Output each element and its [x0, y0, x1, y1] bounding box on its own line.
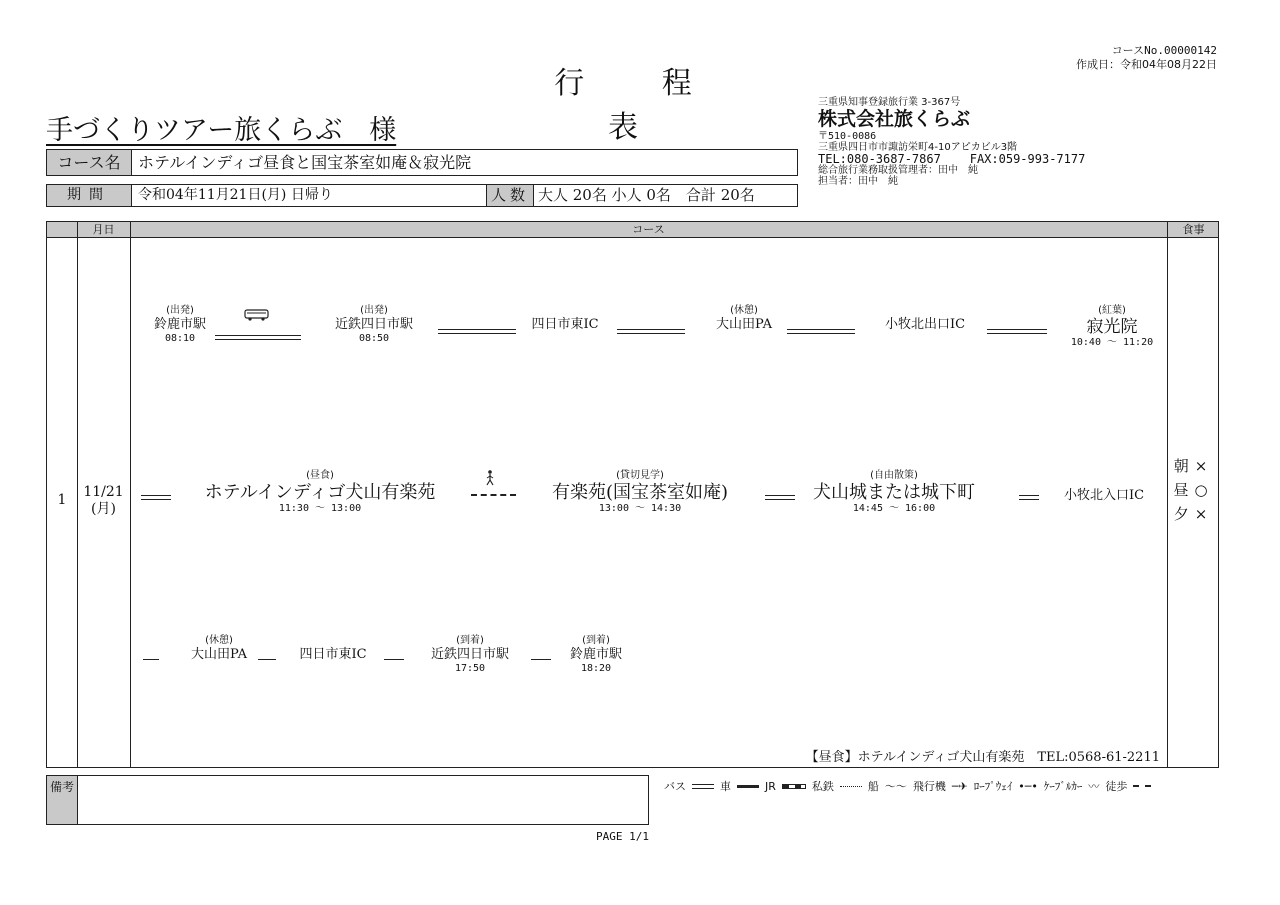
company-postal: 〒510-0086: [818, 131, 877, 142]
legend-cablecar: ｹｰﾌﾞﾙｶｰ: [1043, 780, 1083, 793]
created-date: 作成日：令和04年08月22日: [1076, 58, 1217, 71]
company-staff: 担当者：田中 純: [818, 176, 898, 187]
day-date: 11/21: [83, 484, 124, 500]
meal-lunch: 昼: [1173, 481, 1195, 499]
company-registration: 三重県知事登録旅行業 3-367号: [818, 97, 961, 108]
day-date-cell: [77, 484, 130, 518]
company-manager: 総合旅行業務取扱管理者：田中 純: [818, 165, 978, 176]
remarks-box: [46, 775, 649, 825]
stop-r1-0: (出発) 鈴鹿市駅 08:10: [153, 305, 207, 344]
legend-private-rail: 私鉄: [811, 780, 834, 793]
people-value: 大人 20名 小人 0名 合計 20名: [538, 186, 755, 204]
stop-r2-2: (自由散策) 犬山城または城下町 14:45 ～ 16:00: [813, 470, 975, 514]
company-tel: TEL:080-3687-7867: [818, 152, 941, 166]
stop-r3-2: (到着) 近鉄四日市駅 17:50: [430, 635, 510, 674]
lunch-note: 【昼食】ホテルインディゴ犬山有楽苑 TEL:0568-61-2211: [805, 750, 1160, 765]
stop-r1-2: 四日市東IC: [531, 317, 599, 332]
stop-r2-1: (貸切見学) 有楽苑(国宝茶室如庵) 13:00 ～ 14:30: [551, 470, 729, 514]
meal-dinner-mark: ×: [1194, 505, 1214, 523]
period-row: [46, 184, 798, 207]
day-number: 1: [57, 492, 67, 508]
course-value: ホテルインディゴ昼食と国宝茶室如庵＆寂光院: [138, 153, 472, 172]
legend-car: 車: [720, 780, 731, 793]
course-number: コースNo.00000142: [1111, 44, 1217, 57]
remarks-label: 備考: [47, 776, 78, 824]
walking-person-icon: [485, 470, 495, 486]
course-info: [1076, 44, 1217, 72]
company-fax: FAX:059-993-7177: [969, 152, 1086, 166]
stop-r1-4: 小牧北出口IC: [884, 317, 966, 332]
legend-bus: バス: [664, 780, 686, 793]
meal-lunch-mark: ○: [1194, 481, 1214, 499]
stop-r1-1: (出発) 近鉄四日市駅 08:50: [334, 305, 414, 344]
stop-r1-3: (休憩) 大山田PA: [716, 305, 772, 332]
legend-plane: 飛行機: [912, 780, 946, 793]
header-course: コース: [632, 223, 665, 236]
page-number: PAGE 1/1: [596, 830, 649, 843]
header-date: 月日: [92, 223, 115, 236]
header-meals: 食事: [1182, 223, 1205, 236]
meal-breakfast: 朝: [1173, 457, 1195, 475]
course-label: コース名: [47, 150, 132, 175]
document-title: 行 程 表: [554, 66, 726, 145]
period-value: 令和04年11月21日(月) 日帰り: [138, 187, 333, 203]
stop-r2-3: 小牧北入口IC: [1063, 488, 1145, 503]
meals-cell: [1167, 454, 1220, 526]
company-address: 三重県四日市市諏訪栄町4-10アピカビル3階: [818, 142, 1018, 153]
course-row: [46, 149, 798, 176]
stop-r2-0: (昼食) ホテルインディゴ犬山有楽苑 11:30 ～ 13:00: [204, 470, 436, 514]
people-label: 人数: [486, 185, 534, 206]
company-name: 株式会社旅くらぶ: [818, 108, 971, 130]
legend-walk: 徒歩: [1105, 780, 1128, 793]
legend-ropeway: ﾛｰﾌﾟｳｪｲ: [973, 780, 1013, 793]
period-label: 期間: [47, 185, 132, 206]
legend-ship: 船: [867, 780, 879, 793]
stop-r3-1: 四日市東IC: [299, 647, 367, 662]
company-block: [818, 97, 1085, 187]
meal-breakfast-mark: ×: [1194, 457, 1214, 475]
itinerary-table: [46, 221, 1219, 768]
transport-legend: バス 車 JR 私鉄 船 〜〜 飛行機 ─✈ ﾛｰﾌﾟｳｪｲ •─• ｹｰﾌﾞﾙｶｰ 〰 徒歩: [664, 778, 1151, 794]
legend-jr: JR: [765, 779, 776, 793]
stop-r3-0: (休憩) 大山田PA: [191, 635, 247, 662]
bus-icon: [244, 308, 270, 322]
day-weekday: (月): [91, 501, 116, 517]
stop-r1-5: (紅葉) 寂光院 10:40 ～ 11:20: [1070, 305, 1154, 348]
meal-dinner: 夕: [1173, 505, 1195, 523]
customer-name: 手づくりツアー旅くらぶ 様: [46, 115, 397, 146]
stop-r3-3: (到着) 鈴鹿市駅 18:20: [569, 635, 623, 674]
